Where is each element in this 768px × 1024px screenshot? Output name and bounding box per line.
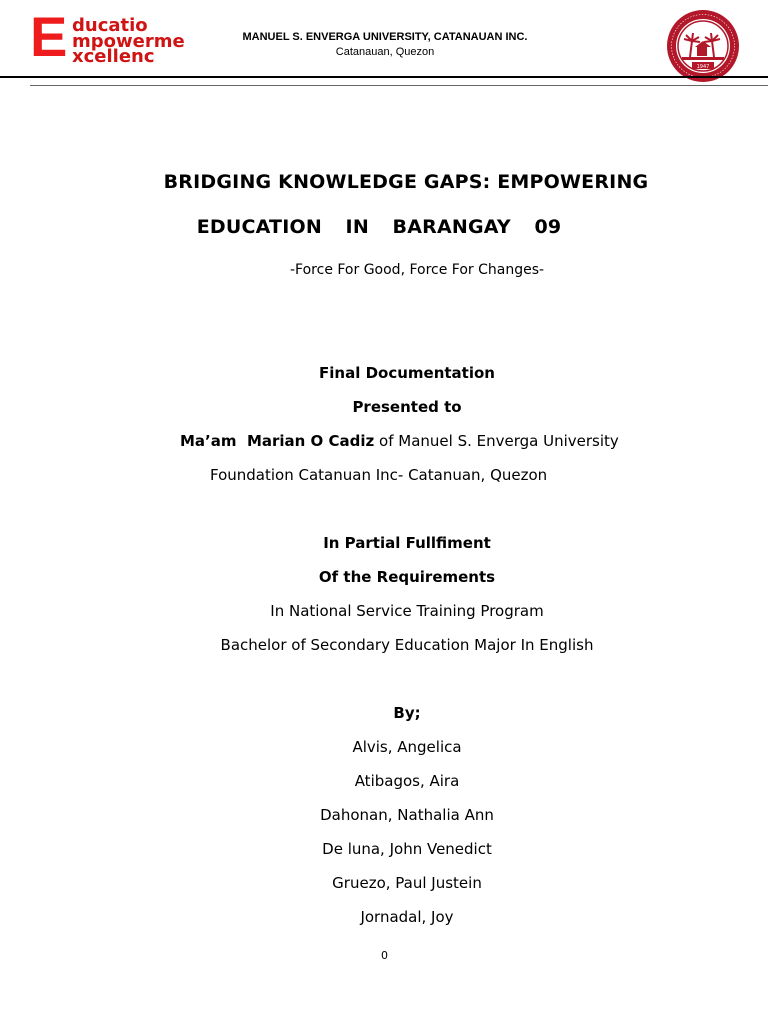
program-name: In National Service Training Program xyxy=(270,602,544,620)
slogan: -Force For Good, Force For Changes- xyxy=(290,262,545,278)
final-documentation-heading: Final Documentation xyxy=(319,364,495,382)
recipient-name: Ma’am Marian O Cadiz xyxy=(180,432,375,450)
recipient-affiliation-2: Foundation Catanuan Inc- Catanuan, Quezon xyxy=(210,466,548,484)
author-name: Jornadal, Joy xyxy=(360,908,454,926)
page-number: 0 xyxy=(381,949,388,962)
university-seal-icon xyxy=(666,9,740,83)
university-name: MANUEL S. ENVERGA UNIVERSITY, CATANAUAN INC. xyxy=(242,31,528,43)
header-rule-thin xyxy=(30,85,768,86)
author-name: Alvis, Angelica xyxy=(352,738,462,756)
document-title-line-1: BRIDGING KNOWLEDGE GAPS: EMPOWERING xyxy=(163,171,649,193)
education-logo xyxy=(30,5,210,68)
author-name: Dahonan, Nathalia Ann xyxy=(320,806,494,824)
document-title-line-2 xyxy=(0,216,768,238)
logo-letter: E xyxy=(30,5,68,68)
author-name: De luna, John Venedict xyxy=(322,840,492,858)
requirements-label: Of the Requirements xyxy=(318,568,496,586)
author-name: Atibagos, Aira xyxy=(354,772,460,790)
recipient-affiliation: of Manuel S. Enverga University xyxy=(374,432,619,450)
degree-name: Bachelor of Secondary Education Major In English xyxy=(220,636,594,654)
seal-year: 1947 xyxy=(696,64,710,70)
authors-label: By; xyxy=(393,704,421,722)
presented-to-label: Presented to xyxy=(352,398,462,416)
recipient-line xyxy=(180,432,700,450)
author-name: Gruezo, Paul Justein xyxy=(332,874,482,892)
logo-word-3: xcellenc xyxy=(72,46,155,67)
letterhead xyxy=(200,30,570,60)
document-title-line-2-text: EDUCATION IN BARANGAY 09 xyxy=(196,216,562,238)
logo-word-2: mpowerme xyxy=(72,31,185,52)
logo-word-1: ducatio xyxy=(72,15,148,36)
university-location: Catanauan, Quezon xyxy=(335,46,435,58)
partial-fulfillment-label: In Partial Fullfiment xyxy=(323,534,491,552)
header-rule xyxy=(0,76,768,78)
